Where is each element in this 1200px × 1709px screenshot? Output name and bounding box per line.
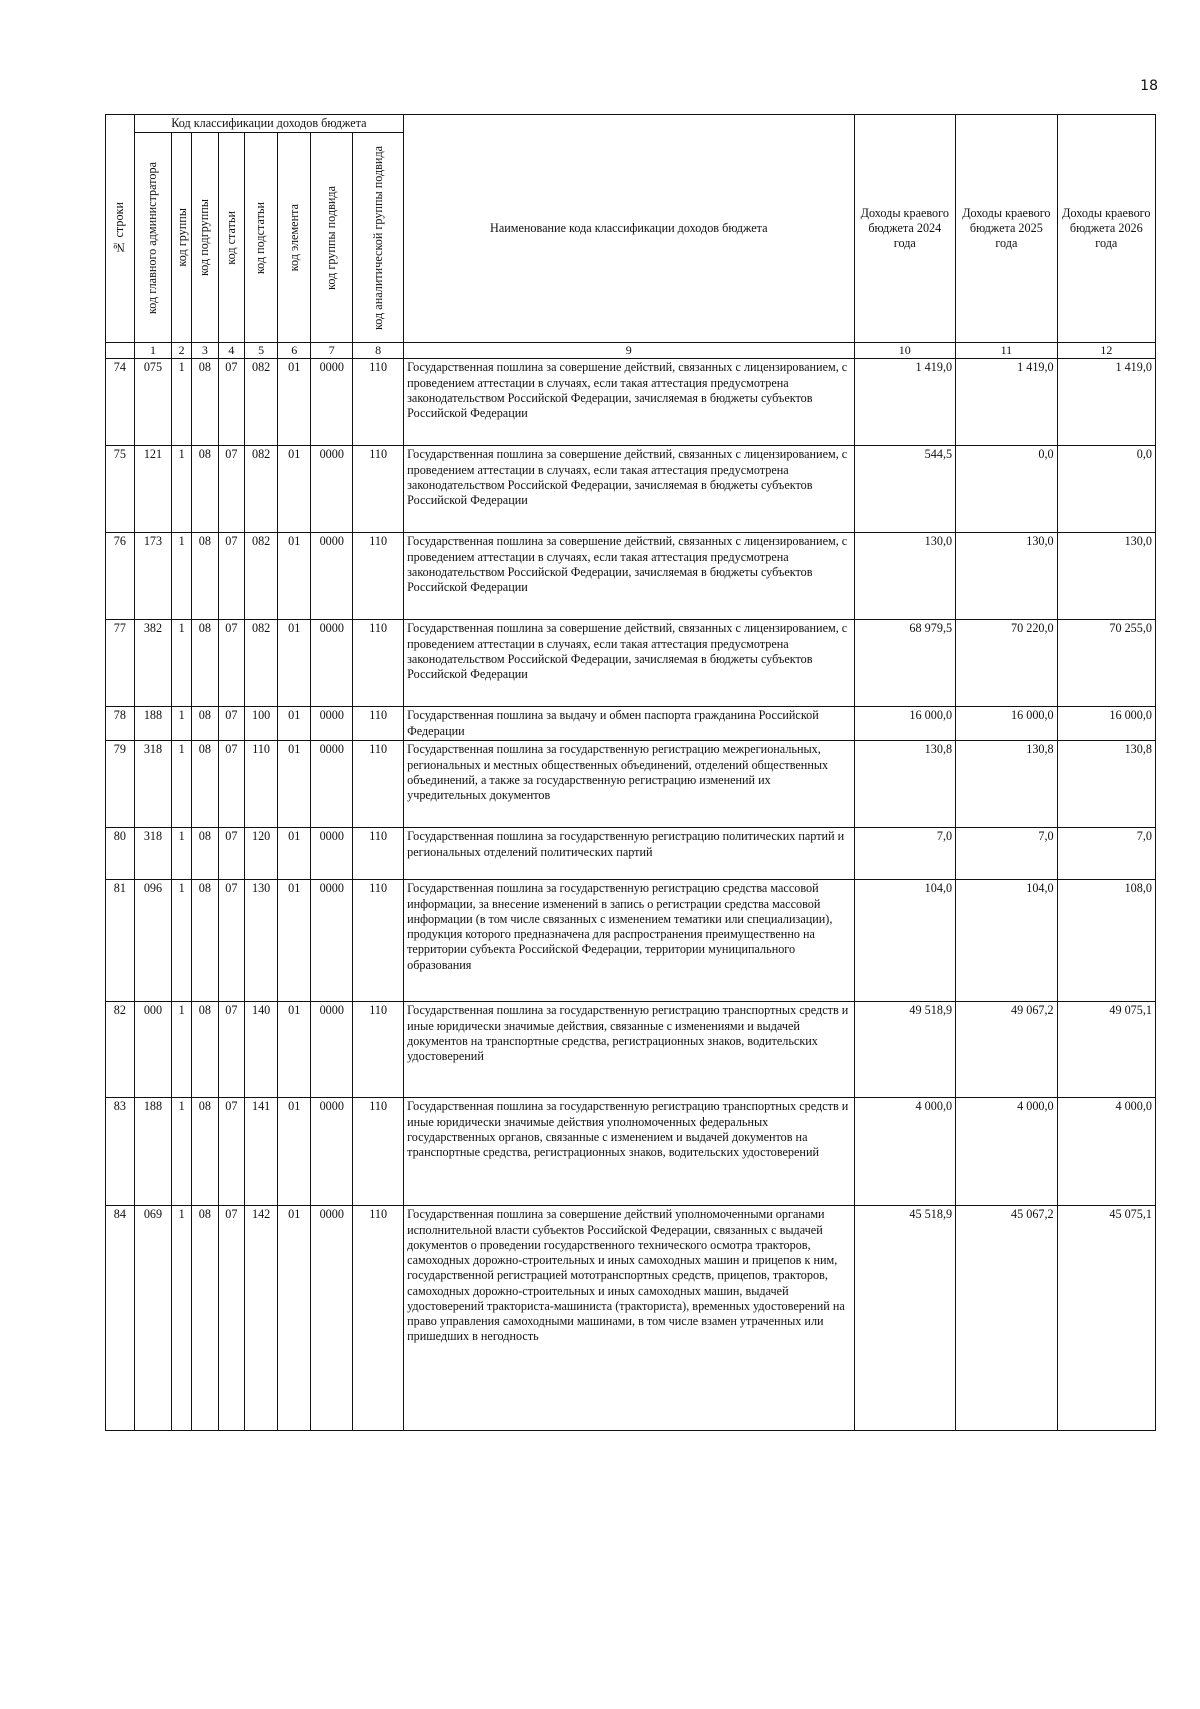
income-2025: 7,0 — [956, 828, 1058, 880]
income-2026: 4 000,0 — [1057, 1098, 1155, 1206]
code-group: 1 — [172, 880, 192, 1002]
income-2025: 104,0 — [956, 880, 1058, 1002]
code-group: 1 — [172, 828, 192, 880]
code-analytic-group: 110 — [353, 620, 404, 707]
code-admin: 188 — [134, 1098, 172, 1206]
column-number: 1 — [134, 343, 172, 359]
table-row — [106, 828, 1156, 880]
code-analytic-group: 110 — [353, 1002, 404, 1098]
column-number: 7 — [311, 343, 353, 359]
code-admin: 096 — [134, 880, 172, 1002]
income-2024: 49 518,9 — [854, 1002, 956, 1098]
income-2024: 104,0 — [854, 880, 956, 1002]
code-article-header: код статьи — [218, 133, 244, 343]
table-row — [106, 880, 1156, 1002]
code-subarticle: 130 — [245, 880, 278, 1002]
column-number: 8 — [353, 343, 404, 359]
code-subtype-group: 0000 — [311, 359, 353, 446]
table-row — [106, 1206, 1156, 1431]
code-subarticle-header: код подстатьи — [245, 133, 278, 343]
code-admin: 382 — [134, 620, 172, 707]
code-analytic-group-header: код аналитической группы подвида — [353, 133, 404, 343]
code-group: 1 — [172, 446, 192, 533]
income-name: Государственная пошлина за государственную регистрацию транспортных средств и иные юридически значимые действия уполномоченных федеральных государственных органов, связанные с изменением и выдачей документов на транспортные средства, регистрационных знаков, водительских удостоверений — [404, 1098, 854, 1206]
code-element: 01 — [278, 1002, 311, 1098]
code-article: 07 — [218, 533, 244, 620]
income-name: Государственная пошлина за государственную регистрацию транспортных средств и иные юридически значимые действия, связанные с изменениями и выдачей документов на транспортные средства, регистрационных знаков, водительских удостоверений — [404, 1002, 854, 1098]
code-element: 01 — [278, 880, 311, 1002]
code-group-col-header: код группы — [172, 133, 192, 343]
income-2026: 45 075,1 — [1057, 1206, 1155, 1431]
column-number: 2 — [172, 343, 192, 359]
table-row — [106, 359, 1156, 446]
code-group: 1 — [172, 359, 192, 446]
code-subarticle: 142 — [245, 1206, 278, 1431]
income-2024: 4 000,0 — [854, 1098, 956, 1206]
code-subtype-group: 0000 — [311, 533, 353, 620]
code-admin: 318 — [134, 741, 172, 828]
code-article: 07 — [218, 828, 244, 880]
code-element: 01 — [278, 446, 311, 533]
code-subarticle: 140 — [245, 1002, 278, 1098]
code-analytic-group: 110 — [353, 359, 404, 446]
row-number: 76 — [106, 533, 135, 620]
income-name: Государственная пошлина за выдачу и обмен паспорта гражданина Российской Федерации — [404, 707, 854, 741]
code-subarticle: 082 — [245, 359, 278, 446]
row-number: 79 — [106, 741, 135, 828]
code-subgroup: 08 — [192, 1002, 218, 1098]
income-2026: 70 255,0 — [1057, 620, 1155, 707]
code-analytic-group: 110 — [353, 533, 404, 620]
code-subgroup: 08 — [192, 533, 218, 620]
column-number: 10 — [854, 343, 956, 359]
code-article: 07 — [218, 1098, 244, 1206]
code-article: 07 — [218, 1206, 244, 1431]
row-number: 81 — [106, 880, 135, 1002]
code-subarticle: 120 — [245, 828, 278, 880]
income-2025: 49 067,2 — [956, 1002, 1058, 1098]
income-2026: 0,0 — [1057, 446, 1155, 533]
table-row — [106, 1098, 1156, 1206]
code-group: 1 — [172, 533, 192, 620]
row-number: 80 — [106, 828, 135, 880]
code-article: 07 — [218, 446, 244, 533]
code-subgroup: 08 — [192, 707, 218, 741]
code-group-header: Код классификации доходов бюджета — [134, 115, 403, 133]
code-admin: 188 — [134, 707, 172, 741]
row-number: 77 — [106, 620, 135, 707]
income-2026: 1 419,0 — [1057, 359, 1155, 446]
code-element: 01 — [278, 533, 311, 620]
code-article: 07 — [218, 620, 244, 707]
income-2025: 45 067,2 — [956, 1206, 1058, 1431]
code-article: 07 — [218, 1002, 244, 1098]
code-subarticle: 100 — [245, 707, 278, 741]
column-number: 6 — [278, 343, 311, 359]
income-2025: 1 419,0 — [956, 359, 1058, 446]
code-subarticle: 141 — [245, 1098, 278, 1206]
code-subtype-group: 0000 — [311, 1206, 353, 1431]
code-subtype-group: 0000 — [311, 620, 353, 707]
code-element: 01 — [278, 1098, 311, 1206]
code-admin-header: код главного администратора — [134, 133, 172, 343]
income-2024: 130,0 — [854, 533, 956, 620]
income-name: Государственная пошлина за государственную регистрацию средства массовой информации, за внесение изменений в запись о регистрации средства массовой информации (в том числе связанных с изменением тематики или специализации), продукция которого предназначена для распространения преимущественно на территории субъекта Российской Федерации, территории муниципального образования — [404, 880, 854, 1002]
income-2026: 130,8 — [1057, 741, 1155, 828]
code-subgroup: 08 — [192, 1098, 218, 1206]
code-analytic-group: 110 — [353, 880, 404, 1002]
code-subtype-group: 0000 — [311, 1098, 353, 1206]
income-2026-header: Доходы краевого бюджета 2026 года — [1057, 115, 1155, 343]
code-subtype-group: 0000 — [311, 741, 353, 828]
income-2025-header: Доходы краевого бюджета 2025 года — [956, 115, 1058, 343]
column-numbers-row — [106, 343, 1156, 359]
code-admin: 000 — [134, 1002, 172, 1098]
budget-income-table — [105, 114, 1156, 1431]
code-group: 1 — [172, 707, 192, 741]
code-group: 1 — [172, 741, 192, 828]
income-2024: 7,0 — [854, 828, 956, 880]
column-number: 12 — [1057, 343, 1155, 359]
code-subtype-group: 0000 — [311, 880, 353, 1002]
row-number: 83 — [106, 1098, 135, 1206]
code-subarticle: 082 — [245, 446, 278, 533]
column-number: 3 — [192, 343, 218, 359]
income-2026: 7,0 — [1057, 828, 1155, 880]
code-admin: 173 — [134, 533, 172, 620]
income-2024: 16 000,0 — [854, 707, 956, 741]
income-name: Государственная пошлина за совершение действий, связанных с лицензированием, с проведением аттестации в случаях, если такая аттестация предусмотрена законодательством Российской Федерации, зачисляемая в бюджеты субъектов Российской Федерации — [404, 620, 854, 707]
income-2024-header: Доходы краевого бюджета 2024 года — [854, 115, 956, 343]
income-name: Государственная пошлина за государственную регистрацию межрегиональных, региональных и местных общественных объединений, отделений общественных объединений, а также за государственную регистрацию изменений их учредительных документов — [404, 741, 854, 828]
code-admin: 318 — [134, 828, 172, 880]
table-row — [106, 446, 1156, 533]
income-2025: 16 000,0 — [956, 707, 1058, 741]
row-number: 74 — [106, 359, 135, 446]
income-2024: 130,8 — [854, 741, 956, 828]
code-article: 07 — [218, 880, 244, 1002]
code-group: 1 — [172, 1002, 192, 1098]
code-element: 01 — [278, 741, 311, 828]
code-analytic-group: 110 — [353, 1206, 404, 1431]
code-subtype-group: 0000 — [311, 707, 353, 741]
code-analytic-group: 110 — [353, 446, 404, 533]
code-subtype-group-header: код группы подвида — [311, 133, 353, 343]
code-element: 01 — [278, 828, 311, 880]
page-number: 18 — [1140, 78, 1158, 94]
income-2024: 68 979,5 — [854, 620, 956, 707]
row-number: 78 — [106, 707, 135, 741]
income-2025: 4 000,0 — [956, 1098, 1058, 1206]
code-element: 01 — [278, 1206, 311, 1431]
code-group: 1 — [172, 620, 192, 707]
income-2024: 544,5 — [854, 446, 956, 533]
table-row — [106, 707, 1156, 741]
row-number: 82 — [106, 1002, 135, 1098]
code-subtype-group: 0000 — [311, 828, 353, 880]
code-subtype-group: 0000 — [311, 1002, 353, 1098]
table-row — [106, 741, 1156, 828]
code-subgroup-header: код подгруппы — [192, 133, 218, 343]
column-number: 9 — [404, 343, 854, 359]
code-analytic-group: 110 — [353, 828, 404, 880]
income-2025: 0,0 — [956, 446, 1058, 533]
code-subarticle: 082 — [245, 620, 278, 707]
income-name: Государственная пошлина за совершение действий, связанных с лицензированием, с проведением аттестации в случаях, если такая аттестация предусмотрена законодательством Российской Федерации, зачисляемая в бюджеты субъектов Российской Федерации — [404, 359, 854, 446]
column-number: 11 — [956, 343, 1058, 359]
code-subarticle: 110 — [245, 741, 278, 828]
income-name: Государственная пошлина за государственную регистрацию политических партий и региональных отделений политических партий — [404, 828, 854, 880]
code-article: 07 — [218, 707, 244, 741]
code-subgroup: 08 — [192, 880, 218, 1002]
row-number-header: № строки — [106, 115, 135, 343]
code-admin: 121 — [134, 446, 172, 533]
income-name: Государственная пошлина за совершение действий, связанных с лицензированием, с проведением аттестации в случаях, если такая аттестация предусмотрена законодательством Российской Федерации, зачисляемая в бюджеты субъектов Российской Федерации — [404, 533, 854, 620]
code-admin: 069 — [134, 1206, 172, 1431]
code-article: 07 — [218, 359, 244, 446]
table-row — [106, 1002, 1156, 1098]
income-2026: 108,0 — [1057, 880, 1155, 1002]
income-2025: 70 220,0 — [956, 620, 1058, 707]
code-analytic-group: 110 — [353, 1098, 404, 1206]
income-name: Государственная пошлина за совершение действий уполномоченными органами исполнительной власти субъектов Российской Федерации, связанных с выдачей документов о проведении государственного технического осмотра тракторов, самоходных дорожно-строительных и иных самоходных машин и прицепов к ним, государственной регистрацией мототранспортных средств, прицепов, тракторов, самоходных дорожно-строительных и иных самоходных машин, выдачей удостоверений тракториста-машиниста (тракториста), временных удостоверений на право управления самоходными машинами, в том числе взамен утраченных или пришедших в негодность — [404, 1206, 854, 1431]
row-number: 75 — [106, 446, 135, 533]
column-number: 5 — [245, 343, 278, 359]
code-subgroup: 08 — [192, 620, 218, 707]
code-admin: 075 — [134, 359, 172, 446]
code-subtype-group: 0000 — [311, 446, 353, 533]
income-2024: 45 518,9 — [854, 1206, 956, 1431]
code-element: 01 — [278, 707, 311, 741]
name-header: Наименование кода классификации доходов бюджета — [404, 115, 854, 343]
income-2026: 49 075,1 — [1057, 1002, 1155, 1098]
table-row — [106, 620, 1156, 707]
code-subgroup: 08 — [192, 741, 218, 828]
income-2026: 130,0 — [1057, 533, 1155, 620]
code-subgroup: 08 — [192, 1206, 218, 1431]
code-subarticle: 082 — [245, 533, 278, 620]
income-2025: 130,8 — [956, 741, 1058, 828]
code-element-header: код элемента — [278, 133, 311, 343]
code-element: 01 — [278, 359, 311, 446]
income-name: Государственная пошлина за совершение действий, связанных с лицензированием, с проведением аттестации в случаях, если такая аттестация предусмотрена законодательством Российской Федерации, зачисляемая в бюджеты субъектов Российской Федерации — [404, 446, 854, 533]
income-2024: 1 419,0 — [854, 359, 956, 446]
code-subgroup: 08 — [192, 446, 218, 533]
code-subgroup: 08 — [192, 828, 218, 880]
code-element: 01 — [278, 620, 311, 707]
column-number: 4 — [218, 343, 244, 359]
code-article: 07 — [218, 741, 244, 828]
code-subgroup: 08 — [192, 359, 218, 446]
income-2025: 130,0 — [956, 533, 1058, 620]
row-number: 84 — [106, 1206, 135, 1431]
code-group: 1 — [172, 1098, 192, 1206]
code-group: 1 — [172, 1206, 192, 1431]
code-analytic-group: 110 — [353, 741, 404, 828]
table-row — [106, 533, 1156, 620]
code-analytic-group: 110 — [353, 707, 404, 741]
income-2026: 16 000,0 — [1057, 707, 1155, 741]
